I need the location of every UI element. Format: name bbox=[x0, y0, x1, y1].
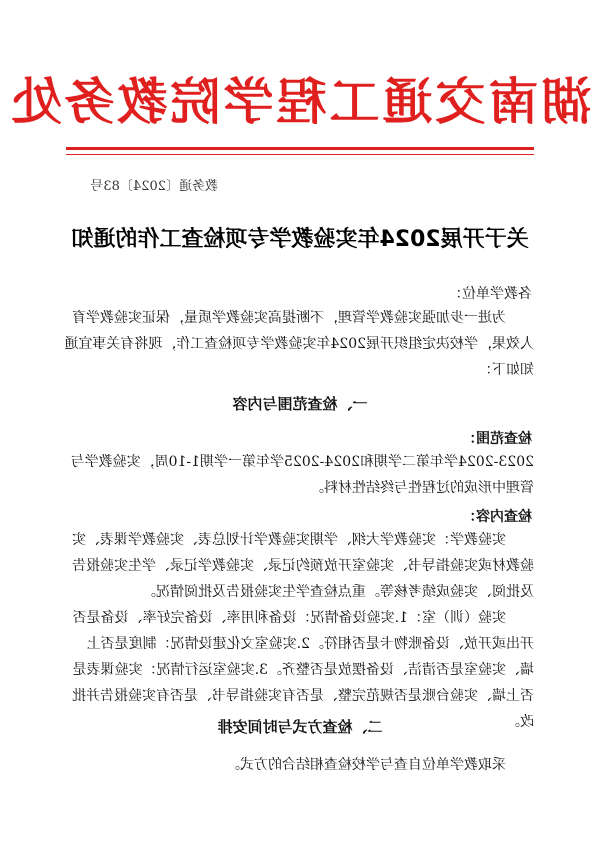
scope-paragraph: 2023-2024学年第二学期和2024-2025学年第一学期1-10周，实验教学与管理中形成的过程性与终结性材料。 bbox=[70, 454, 534, 496]
scope-label: 检查范围： bbox=[462, 431, 532, 447]
document-number: 教务通〔2024〕83号 bbox=[90, 179, 218, 194]
content-paragraph-2: 实验（训）室：1.实验设备情况：设备利用率、设备完好率、设备是否开出或开放、设备账物卡是否相符。2.实验室文化建设情况：制度是否上墙、实验室是否清洁、设备摆放是否整齐。3.实验室运行情况：实验课表是否上墙、实验台账是否规范完整、是否有实验指导书、是否有实验报告并批改。 bbox=[72, 610, 534, 730]
salutation: 各教学单位： bbox=[448, 286, 532, 302]
section-1-heading: 一、检查范围与内容 bbox=[232, 395, 368, 413]
section-2-paragraph: 采取教学单位自查与学校检查相结合的方式。 bbox=[226, 757, 506, 773]
intro-paragraph: 为进一步加强实验教学管理，不断提高实验教学质量，保证实验教学育人效果，学校决定组织开展2024年实验教学专项检查工作，现将有关事宜通知如下： bbox=[64, 310, 534, 378]
document-title: 关于开展2024年实验教学专项检查工作的通知 bbox=[71, 227, 529, 252]
content-label: 检查内容： bbox=[462, 509, 532, 525]
content-paragraph-1: 实验教学：实验教学大纲、学期实验教学计划总表、实验教学课表、实验教材或实验指导书、实验室开放预约记录、实验教学记录、学生实验报告及批阅、实验成绩考核等。重点检查学生实验报告及批阅情况。 bbox=[72, 532, 534, 600]
header-rule-thin bbox=[66, 154, 534, 155]
section-2-heading: 二、检查方式与时间安排 bbox=[217, 718, 383, 736]
header-rule-thick bbox=[66, 147, 534, 150]
office-title: 湖南交通工程学院教务处 bbox=[8, 73, 592, 131]
